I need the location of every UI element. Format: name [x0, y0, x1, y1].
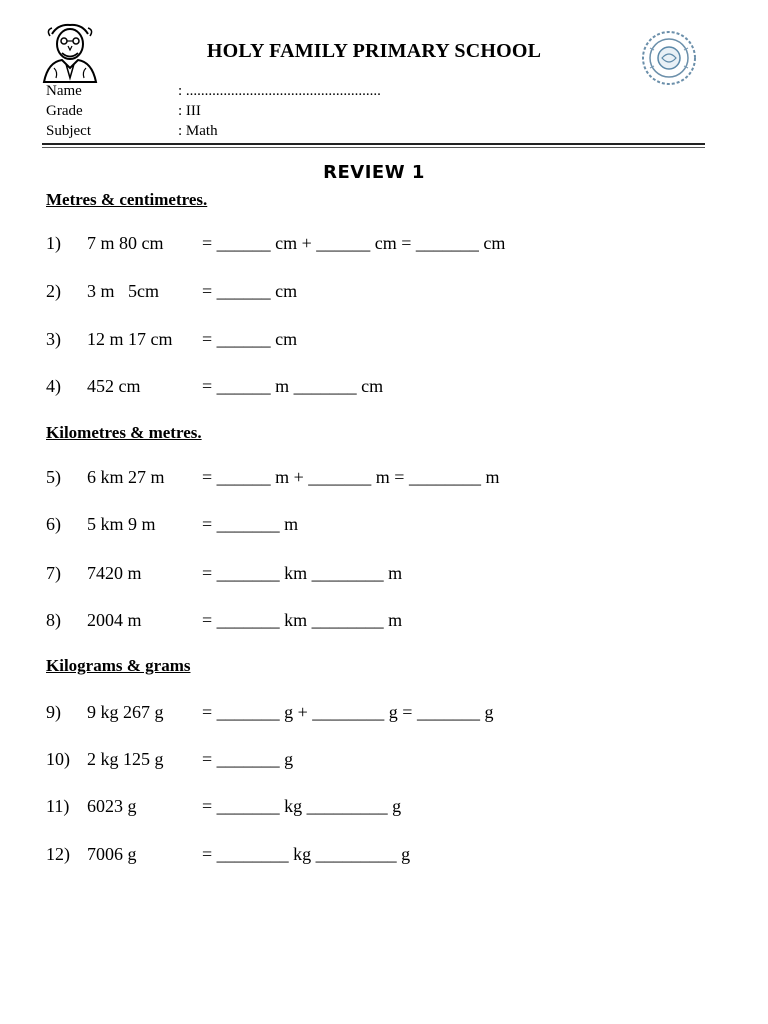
- question-given: 6023 g: [87, 796, 137, 816]
- question-number: 9): [46, 702, 61, 722]
- section-heading-kilometres: Kilometres & metres.: [46, 423, 202, 442]
- question-number: 11): [46, 796, 70, 816]
- section-heading-kilograms: Kilograms & grams: [46, 656, 191, 675]
- question-number: 5): [46, 467, 61, 487]
- question-answer-blanks: = _______ g: [202, 749, 294, 769]
- question-answer-blanks: = _______ m: [202, 514, 299, 534]
- page-title: REVIEW 1: [323, 162, 425, 183]
- question-given: 7420 m: [87, 563, 142, 583]
- question-answer-blanks: = _______ km ________ m: [202, 563, 403, 583]
- question-given: 3 m 5cm: [87, 281, 159, 301]
- question-number: 10): [46, 749, 70, 769]
- question-answer-blanks: = ________ kg _________ g: [202, 844, 411, 864]
- question-number: 2): [46, 281, 61, 301]
- question-answer-blanks: = _______ km ________ m: [202, 610, 403, 630]
- header-divider-thin: [42, 147, 705, 148]
- name-value: : ....................................................: [178, 83, 381, 99]
- question-answer-blanks: = ______ cm: [202, 281, 298, 301]
- grade-value: : III: [178, 103, 201, 119]
- question-given: 2 kg 125 g: [87, 749, 164, 769]
- question-given: 7006 g: [87, 844, 137, 864]
- section-heading-metres: Metres & centimetres.: [46, 190, 208, 209]
- question-given: 6 km 27 m: [87, 467, 165, 487]
- school-name: HOLY FAMILY PRIMARY SCHOOL: [206, 40, 542, 62]
- question-given: 5 km 9 m: [87, 514, 156, 534]
- question-number: 8): [46, 610, 61, 630]
- question-answer-blanks: = ______ cm + ______ cm = _______ cm: [202, 233, 506, 253]
- question-given: 7 m 80 cm: [87, 233, 164, 253]
- question-given: 9 kg 267 g: [87, 702, 164, 722]
- question-answer-blanks: = ______ cm: [202, 329, 298, 349]
- question-number: 4): [46, 376, 61, 396]
- question-given: 12 m 17 cm: [87, 329, 173, 349]
- question-number: 3): [46, 329, 61, 349]
- question-given: 2004 m: [87, 610, 142, 630]
- question-number: 1): [46, 233, 61, 253]
- name-label: Name: [46, 83, 82, 99]
- question-answer-blanks: = ______ m + _______ m = ________ m: [202, 467, 500, 487]
- question-answer-blanks: = _______ kg _________ g: [202, 796, 402, 816]
- subject-label: Subject: [46, 123, 91, 139]
- question-answer-blanks: = _______ g + ________ g = _______ g: [202, 702, 494, 722]
- question-answer-blanks: = ______ m _______ cm: [202, 376, 384, 396]
- question-number: 12): [46, 844, 70, 864]
- question-number: 7): [46, 563, 61, 583]
- grade-label: Grade: [46, 103, 83, 119]
- question-given: 452 cm: [87, 376, 141, 396]
- header-divider: [42, 143, 705, 145]
- question-number: 6): [46, 514, 61, 534]
- subject-value: : Math: [178, 123, 218, 139]
